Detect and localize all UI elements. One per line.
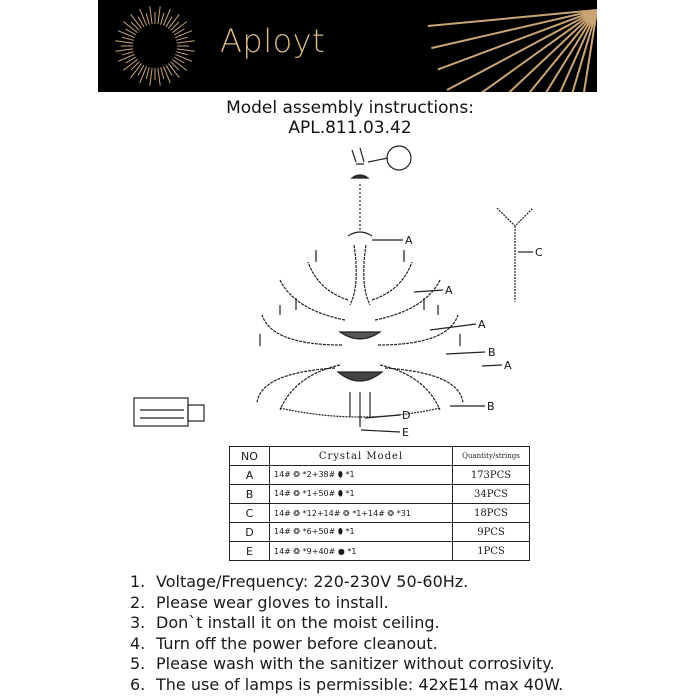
label-a-4: A	[504, 359, 512, 372]
row-no: A	[230, 466, 270, 485]
row-qty: 18PCS	[453, 504, 530, 523]
instruction-list	[130, 572, 563, 695]
item-number: 6.	[130, 674, 146, 694]
item-text: Please wash with the sanitizer without corrosivity.	[156, 654, 555, 673]
item-number: 2.	[130, 592, 146, 612]
label-d: D	[402, 409, 411, 422]
item-text: Please wear gloves to install.	[156, 592, 389, 612]
item-number: 5.	[130, 654, 146, 673]
label-a-1: A	[405, 234, 413, 247]
label-b-2: B	[487, 400, 495, 413]
item-number: 1.	[130, 572, 146, 591]
row-model: 14# ❂ *1+50# ⬮ *1	[270, 485, 453, 504]
sunburst-logo-icon	[98, 0, 597, 92]
row-model: 14# ❂ *9+40# ● *1	[270, 542, 453, 561]
list-item	[130, 593, 563, 614]
table-row	[230, 504, 530, 523]
chandelier-diagram	[120, 140, 580, 445]
row-no: E	[230, 542, 270, 561]
item-text: Turn off the power before cleanout.	[156, 633, 438, 653]
row-qty: 34PCS	[453, 485, 530, 504]
list-item	[130, 634, 563, 655]
row-no: B	[230, 485, 270, 504]
table-row	[230, 542, 530, 561]
item-text: Don`t install it on the moist ceiling.	[156, 613, 440, 632]
label-b-1: B	[488, 346, 496, 359]
item-number: 3.	[130, 613, 146, 632]
row-no: D	[230, 523, 270, 542]
list-item	[130, 675, 563, 696]
item-text: Voltage/Frequency: 220-230V 50-60Hz.	[156, 572, 469, 591]
list-item	[130, 572, 563, 593]
row-model: 14# ❂ *2+38# ⬮ *1	[270, 466, 453, 485]
header-no: NO	[230, 447, 270, 466]
list-item	[130, 654, 563, 675]
item-text: The use of lamps is permissible: 42xE14 max 40W.	[156, 674, 564, 694]
row-qty: 173PCS	[453, 466, 530, 485]
brand-banner	[98, 0, 597, 92]
table-header-row	[230, 447, 530, 466]
table-row	[230, 523, 530, 542]
row-model: 14# ❂ *12+14# ❂ *1+14# ❂ *31	[270, 504, 453, 523]
label-e: E	[402, 426, 409, 439]
list-item	[130, 613, 563, 634]
label-a-2: A	[445, 284, 453, 297]
label-c: C	[535, 246, 543, 259]
header-qty: Quantity/strings	[453, 447, 530, 466]
crystal-model-table	[229, 446, 530, 561]
row-qty: 9PCS	[453, 523, 530, 542]
row-no: C	[230, 504, 270, 523]
table-row	[230, 466, 530, 485]
row-model: 14# ❂ *6+50# ⬮ *1	[270, 523, 453, 542]
header-model: Crystal Model	[270, 447, 453, 466]
row-qty: 1PCS	[453, 542, 530, 561]
item-number: 4.	[130, 633, 146, 653]
label-a-3: A	[478, 318, 486, 331]
brand-name: Aployt	[220, 22, 326, 60]
model-number: APL.811.03.42	[288, 118, 412, 138]
table-row	[230, 485, 530, 504]
instructions-title: Model assembly instructions:	[226, 98, 474, 118]
